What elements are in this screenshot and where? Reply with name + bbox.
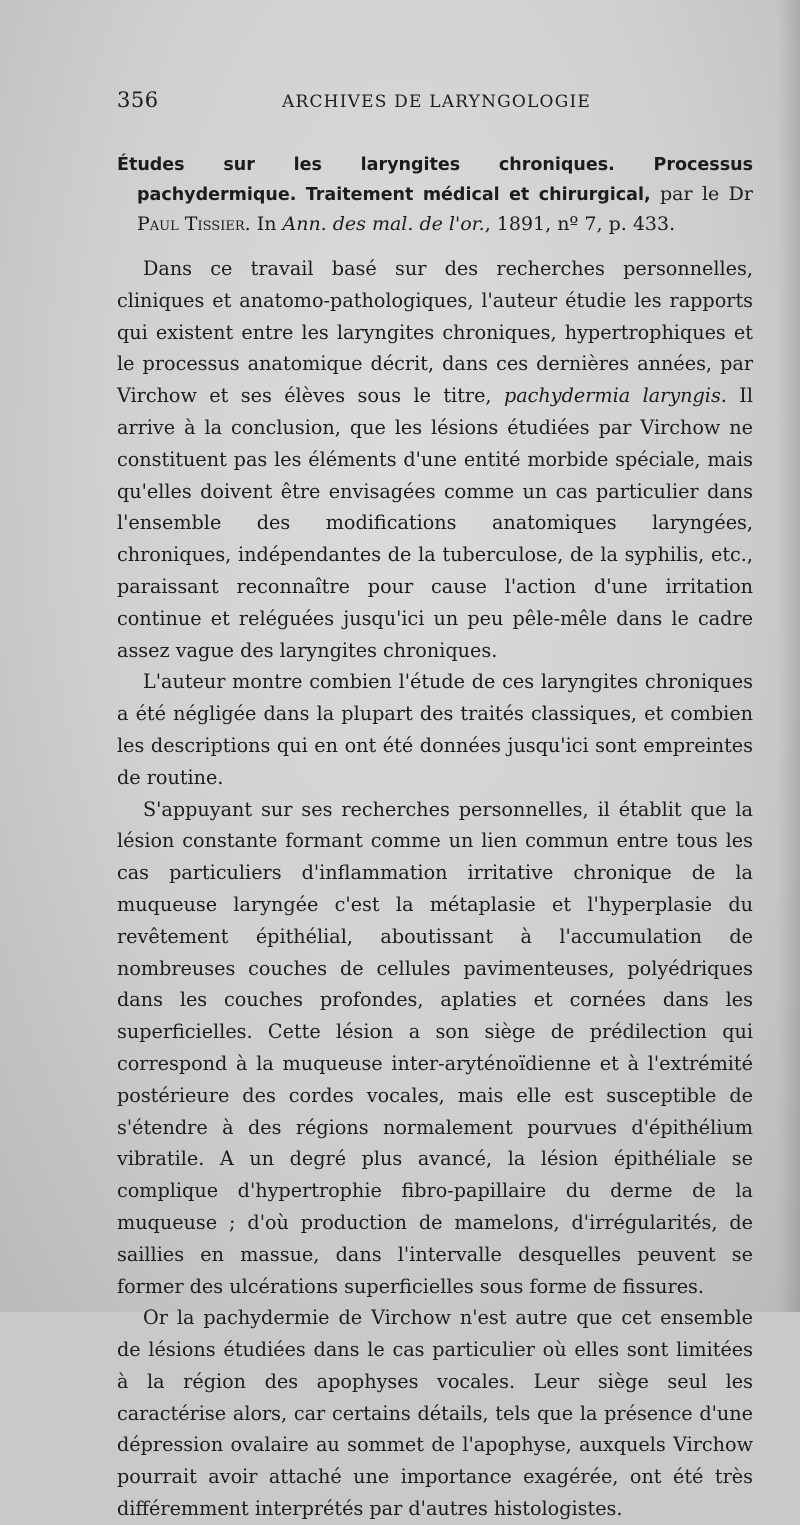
paragraph-1 xyxy=(117,253,753,666)
running-head: ARCHIVES DE LARYNGOLOGIE xyxy=(282,92,591,112)
citation-details: , 1891, nº 7, p. 433. xyxy=(484,213,676,235)
paragraph-1-term: pachydermia laryngis. xyxy=(503,384,727,408)
citation-author: Paul Tissier xyxy=(137,213,245,235)
citation-in: . In xyxy=(244,213,283,235)
bibliographic-citation xyxy=(117,150,753,239)
article-body xyxy=(117,150,753,1525)
page-header xyxy=(117,88,757,118)
paragraph-1-text-b: Il arrive à la conclusion, que les lésions étudiées par Virchow ne constituent pas les éléments d'une entité morbide spéciale, mais qu'elles doivent être envisagées comme un cas particulier dans l'ensemble des modifications anatomiques laryngées, chroniques, indépendantes de la tuberculose, de la syphilis, etc., paraissant reconnaître pour cause l'action d'une irritation continue et reléguées jusqu'ici un peu pêle-mêle dans le cadre assez vague des laryngites chroniques. xyxy=(117,384,753,662)
paragraph-2: L'auteur montre combien l'étude de ces laryngites chroniques a été négligée dans la plupart des traités classiques, et combien les descriptions qui en ont été données jusqu'ici sont empreintes de routine. xyxy=(117,670,753,789)
citation-by: par le Dr xyxy=(650,183,753,205)
citation-title: Études sur les laryngites chroniques. Processus pachydermique. Traitement médical et chirurgical, xyxy=(117,155,753,205)
paragraph-1-text-a: Dans ce travail basé sur des recherches personnelles, cliniques et anatomo-pathologiques, l'auteur étudie les rapports qui existent entre les laryngites chroniques, hypertrophiques et le processus anatomique décrit, dans ces dernières années, par Virchow et ses élèves sous le titre, xyxy=(117,257,753,408)
citation-journal: Ann. des mal. de l'or. xyxy=(282,213,485,235)
page-number: 356 xyxy=(117,88,159,112)
paragraph-3: S'appuyant sur ses recherches personnelles, il établit que la lésion constante formant comme un lien commun entre tous les cas particuliers d'inflammation irritative chronique de la muqueuse laryngée c'est la métaplasie et l'hyperplasie du revêtement épithélial, aboutissant à l'accumulation de nombreuses couches de cellules pavimenteuses, polyédriques dans les couches profondes, aplaties et cornées dans les superficielles. Cette lésion a son siège de prédilection qui correspond à la muqueuse inter-aryténoïdienne et à l'extrémité postérieure des cordes vocales, mais elle est susceptible de s'étendre à des régions normalement pourvues d'épithélium vibratile. A un degré plus avancé, la lésion épithéliale se complique d'hypertrophie fibro-papillaire du derme de la muqueuse ; d'où production de mamelons, d'irrégularités, de saillies en massue, dans l'intervalle desquelles peuvent se former des ulcérations superficielles sous forme de fissures. xyxy=(117,797,753,1298)
paragraph-4: Or la pachydermie de Virchow n'est autre que cet ensemble de lésions étudiées dans le cas particulier où elles sont limitées à la région des apophyses vocales. Leur siège seul les caractérise alors, car certains détails, tels que la présence d'une dépression ovalaire au sommet de l'apophyse, auxquels Virchow pourrait avoir attaché une importance exagérée, ont été très différemment interprétés par d'autres histologistes. xyxy=(117,1306,753,1521)
page-edge-shadow xyxy=(778,0,800,1312)
